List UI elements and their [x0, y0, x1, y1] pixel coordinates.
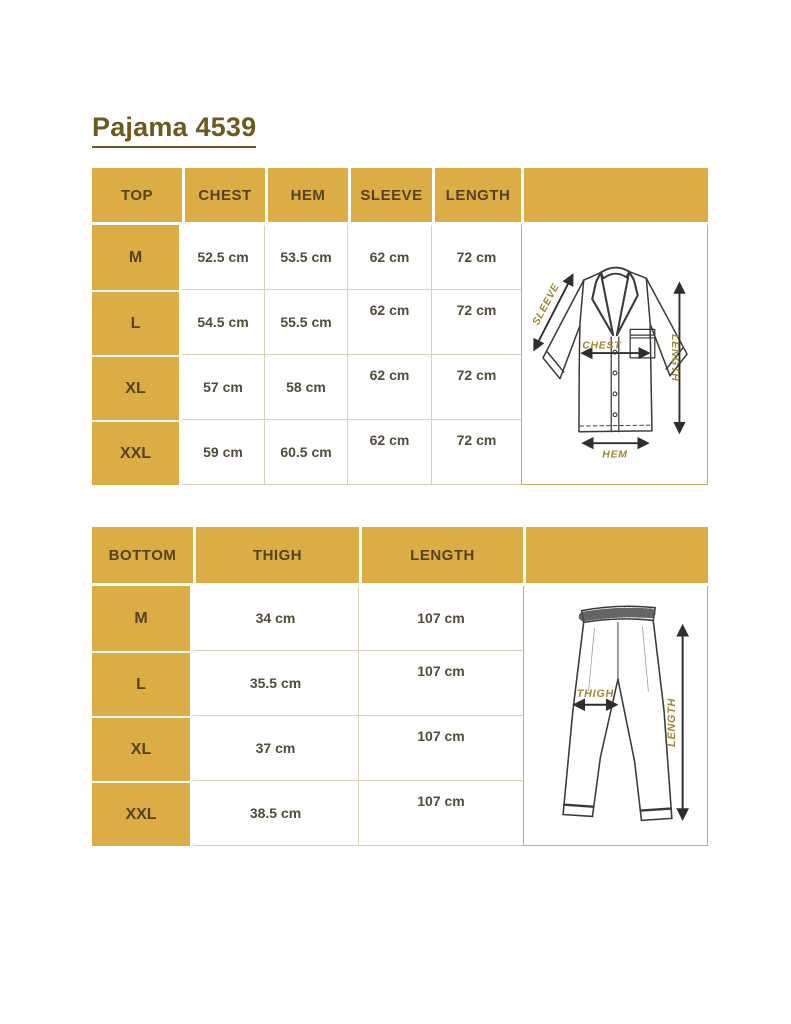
header-bottom: BOTTOM — [92, 527, 193, 586]
sleeve-label: SLEEVE — [530, 281, 562, 327]
pajama-top-illustration — [521, 225, 708, 485]
thigh-value: 35.5 cm — [193, 651, 359, 716]
top-size-table — [92, 168, 708, 485]
length-value: 72 cm — [432, 355, 521, 420]
hem-value: 53.5 cm — [265, 225, 348, 290]
sleeve-value: 62 cm — [348, 355, 432, 420]
size-cell: XL — [92, 355, 182, 420]
sleeve-value: 62 cm — [348, 225, 432, 290]
size-cell: M — [92, 586, 193, 651]
chest-value: 57 cm — [182, 355, 265, 420]
size-cell: XXL — [92, 420, 182, 485]
size-cell: L — [92, 651, 193, 716]
pajama-bottom-illustration — [523, 586, 708, 846]
length-value: 72 cm — [432, 290, 521, 355]
sleeve-value: 62 cm — [348, 420, 432, 485]
table-row — [92, 225, 708, 290]
length-label: LENGTH — [665, 697, 678, 747]
pants-right-hem — [641, 818, 671, 820]
pants-right-cuff-stripe — [640, 809, 670, 811]
shirt-hem-line — [579, 425, 650, 426]
thigh-value: 38.5 cm — [193, 781, 359, 846]
header-sleeve: SLEEVE — [348, 168, 432, 225]
length-value: 107 cm — [359, 716, 523, 781]
length-value: 107 cm — [359, 586, 523, 651]
bottom-size-table — [92, 527, 708, 846]
header-thigh: THIGH — [193, 527, 359, 586]
page-title: Pajama 4539 — [92, 112, 256, 148]
chest-value: 52.5 cm — [182, 225, 265, 290]
shirt-body — [578, 271, 651, 431]
hem-value: 58 cm — [265, 355, 348, 420]
pants-crease-left — [588, 628, 594, 691]
pajama-bottom-diagram — [527, 593, 705, 838]
shirt-right-lapel — [616, 271, 637, 335]
thigh-value: 37 cm — [193, 716, 359, 781]
hem-value: 60.5 cm — [265, 420, 348, 485]
bottom-table-header-row — [92, 527, 708, 586]
header-top: TOP — [92, 168, 182, 225]
pants-left-cuff-stripe — [564, 805, 593, 807]
chest-value: 54.5 cm — [182, 290, 265, 355]
size-cell: XXL — [92, 781, 193, 846]
header-hem: HEM — [265, 168, 348, 225]
hem-value: 55.5 cm — [265, 290, 348, 355]
length-value: 107 cm — [359, 651, 523, 716]
size-cell: M — [92, 225, 182, 290]
pants-left-outer — [563, 622, 584, 814]
header-diagram-spacer — [521, 168, 708, 225]
pants-elastic — [583, 613, 653, 617]
header-length: LENGTH — [359, 527, 523, 586]
chest-value: 59 cm — [182, 420, 265, 485]
shirt-left-cuff — [546, 351, 563, 372]
length-value: 107 cm — [359, 781, 523, 846]
hem-label: HEM — [601, 448, 628, 460]
pajama-top-diagram — [526, 246, 704, 464]
length-value: 72 cm — [432, 420, 521, 485]
top-table-header-row — [92, 168, 708, 225]
sleeve-value: 62 cm — [348, 290, 432, 355]
length-value: 72 cm — [432, 225, 521, 290]
size-cell: XL — [92, 716, 193, 781]
length-label: LENGTH — [668, 333, 680, 382]
pants-right-inner — [617, 679, 641, 820]
header-diagram-spacer — [523, 527, 708, 586]
shirt-collar — [600, 267, 628, 278]
size-cell: L — [92, 290, 182, 355]
chest-label: CHEST — [581, 339, 621, 351]
header-length: LENGTH — [432, 168, 521, 225]
pants-crease-right — [642, 626, 648, 691]
thigh-value: 34 cm — [193, 586, 359, 651]
pants-left-hem — [563, 814, 592, 816]
header-chest: CHEST — [182, 168, 265, 225]
shirt-left-lapel — [592, 272, 613, 335]
table-row — [92, 586, 708, 651]
thigh-label: THIGH — [576, 687, 614, 700]
shirt-right-sleeve — [646, 278, 687, 376]
